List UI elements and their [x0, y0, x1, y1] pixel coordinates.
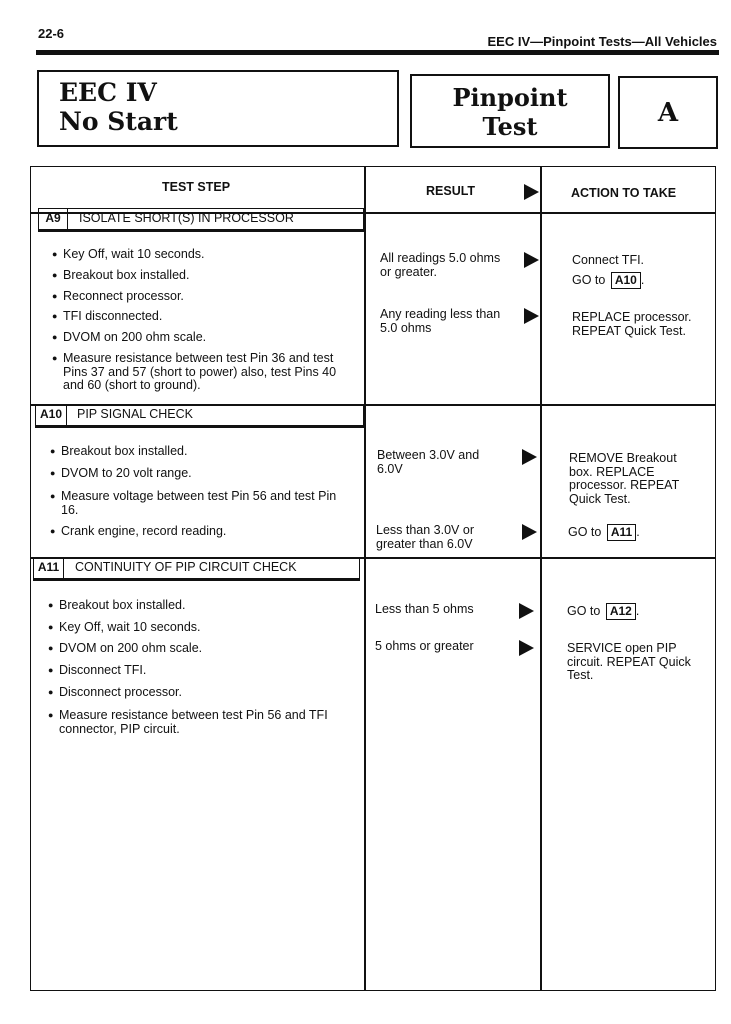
right-arrow-icon [519, 603, 534, 619]
goto-step-box: A11 [607, 524, 636, 541]
action-line: Connect TFI. [572, 253, 645, 267]
right-arrow-icon [524, 252, 539, 268]
list-item: ● DVOM to 20 volt range. [50, 467, 361, 481]
goto-label: GO to [567, 604, 601, 618]
column-divider-1 [364, 166, 366, 991]
list-item: ● Measure resistance between test Pin 56 and TFI connector, PIP circuit. [48, 709, 349, 736]
step-header-a10 [35, 404, 364, 426]
goto-step-box: A12 [606, 603, 636, 620]
step-id: A9 [39, 209, 68, 229]
list-item: ● DVOM on 200 ohm scale. [52, 331, 363, 345]
col-header-action: ACTION TO TAKE [571, 186, 677, 200]
list-item: ● Disconnect processor. [48, 686, 359, 700]
result-text: Between 3.0V and 6.0V [377, 448, 480, 476]
list-item: ● Disconnect TFI. [48, 664, 359, 678]
step-header-a9 [38, 208, 364, 230]
step-header-underline [35, 426, 364, 428]
step-header-a11 [33, 557, 360, 579]
goto-suffix: . [635, 604, 640, 618]
step-header-underline [38, 230, 364, 232]
action-text [572, 254, 712, 289]
action-text [568, 524, 708, 541]
column-divider-2 [540, 166, 542, 991]
header-rule [36, 50, 719, 55]
step-title: CONTINUITY OF PIP CIRCUIT CHECK [75, 560, 297, 574]
right-arrow-icon [519, 640, 534, 656]
right-arrow-icon [522, 449, 537, 465]
result-text: Less than 3.0V or greater than 6.0V [376, 523, 474, 551]
result-text: Less than 5 ohms [375, 602, 474, 616]
page-number: 22-6 [38, 26, 65, 41]
list-item: ● Breakout box installed. [50, 445, 361, 459]
action-text: SERVICE open PIP circuit. REPEAT Quick Test. [567, 641, 691, 682]
title-line-1: EEC IV [59, 78, 157, 107]
list-item: ● Reconnect processor. [52, 290, 363, 304]
col-header-result: RESULT [426, 184, 476, 198]
result-text: Any reading less than 5.0 ohms [380, 307, 501, 335]
result-text: 5 ohms or greater [375, 639, 474, 653]
step-header-underline [33, 579, 360, 581]
title-line-2: No Start [59, 107, 178, 136]
action-text [567, 603, 707, 620]
goto-suffix: . [640, 272, 645, 287]
result-text: All readings 5.0 ohms or greater. [380, 251, 501, 279]
right-arrow-icon [524, 184, 539, 200]
pinpoint-line-2: Test [482, 112, 538, 141]
right-arrow-icon [522, 524, 537, 540]
goto-line [572, 272, 712, 289]
pinpoint-line-1: Pinpoint [452, 83, 568, 112]
list-item: ● Breakout box installed. [52, 269, 363, 283]
goto-label: GO to [572, 272, 606, 287]
list-item: ● Key Off, wait 10 seconds. [48, 621, 359, 635]
section-title: EEC IV—Pinpoint Tests—All Vehicles [487, 34, 717, 49]
pinpoint-box [410, 74, 610, 148]
col-header-test-step: TEST STEP [162, 180, 231, 194]
goto-label: GO to [568, 525, 602, 539]
list-item: ● Measure resistance between test Pin 36 and test Pins 37 and 57 (short to power) also, test Pins 40 and 60 (short to ground). [52, 352, 359, 393]
goto-suffix: . [636, 525, 640, 539]
title-box [37, 70, 399, 147]
step-id: A11 [34, 558, 64, 578]
step-title: ISOLATE SHORT(S) IN PROCESSOR [79, 211, 294, 225]
list-item: ● Breakout box installed. [48, 599, 359, 613]
step-title: PIP SIGNAL CHECK [77, 407, 194, 421]
goto-step-box: A10 [611, 272, 641, 289]
list-item: ● Crank engine, record reading. [50, 525, 361, 539]
test-letter: A [657, 98, 679, 128]
right-arrow-icon [524, 308, 539, 324]
list-item: ● Key Off, wait 10 seconds. [52, 248, 363, 262]
list-item: ● TFI disconnected. [52, 310, 363, 324]
list-item: ● Measure voltage between test Pin 56 and test Pin 16. [50, 490, 357, 517]
step-id: A10 [36, 405, 67, 425]
test-letter-box [618, 76, 718, 149]
action-text: REMOVE Breakout box. REPLACE processor. REPEAT Quick Test. [569, 451, 679, 506]
action-text: REPLACE processor. REPEAT Quick Test. [572, 310, 692, 338]
list-item: ● DVOM on 200 ohm scale. [48, 642, 359, 656]
